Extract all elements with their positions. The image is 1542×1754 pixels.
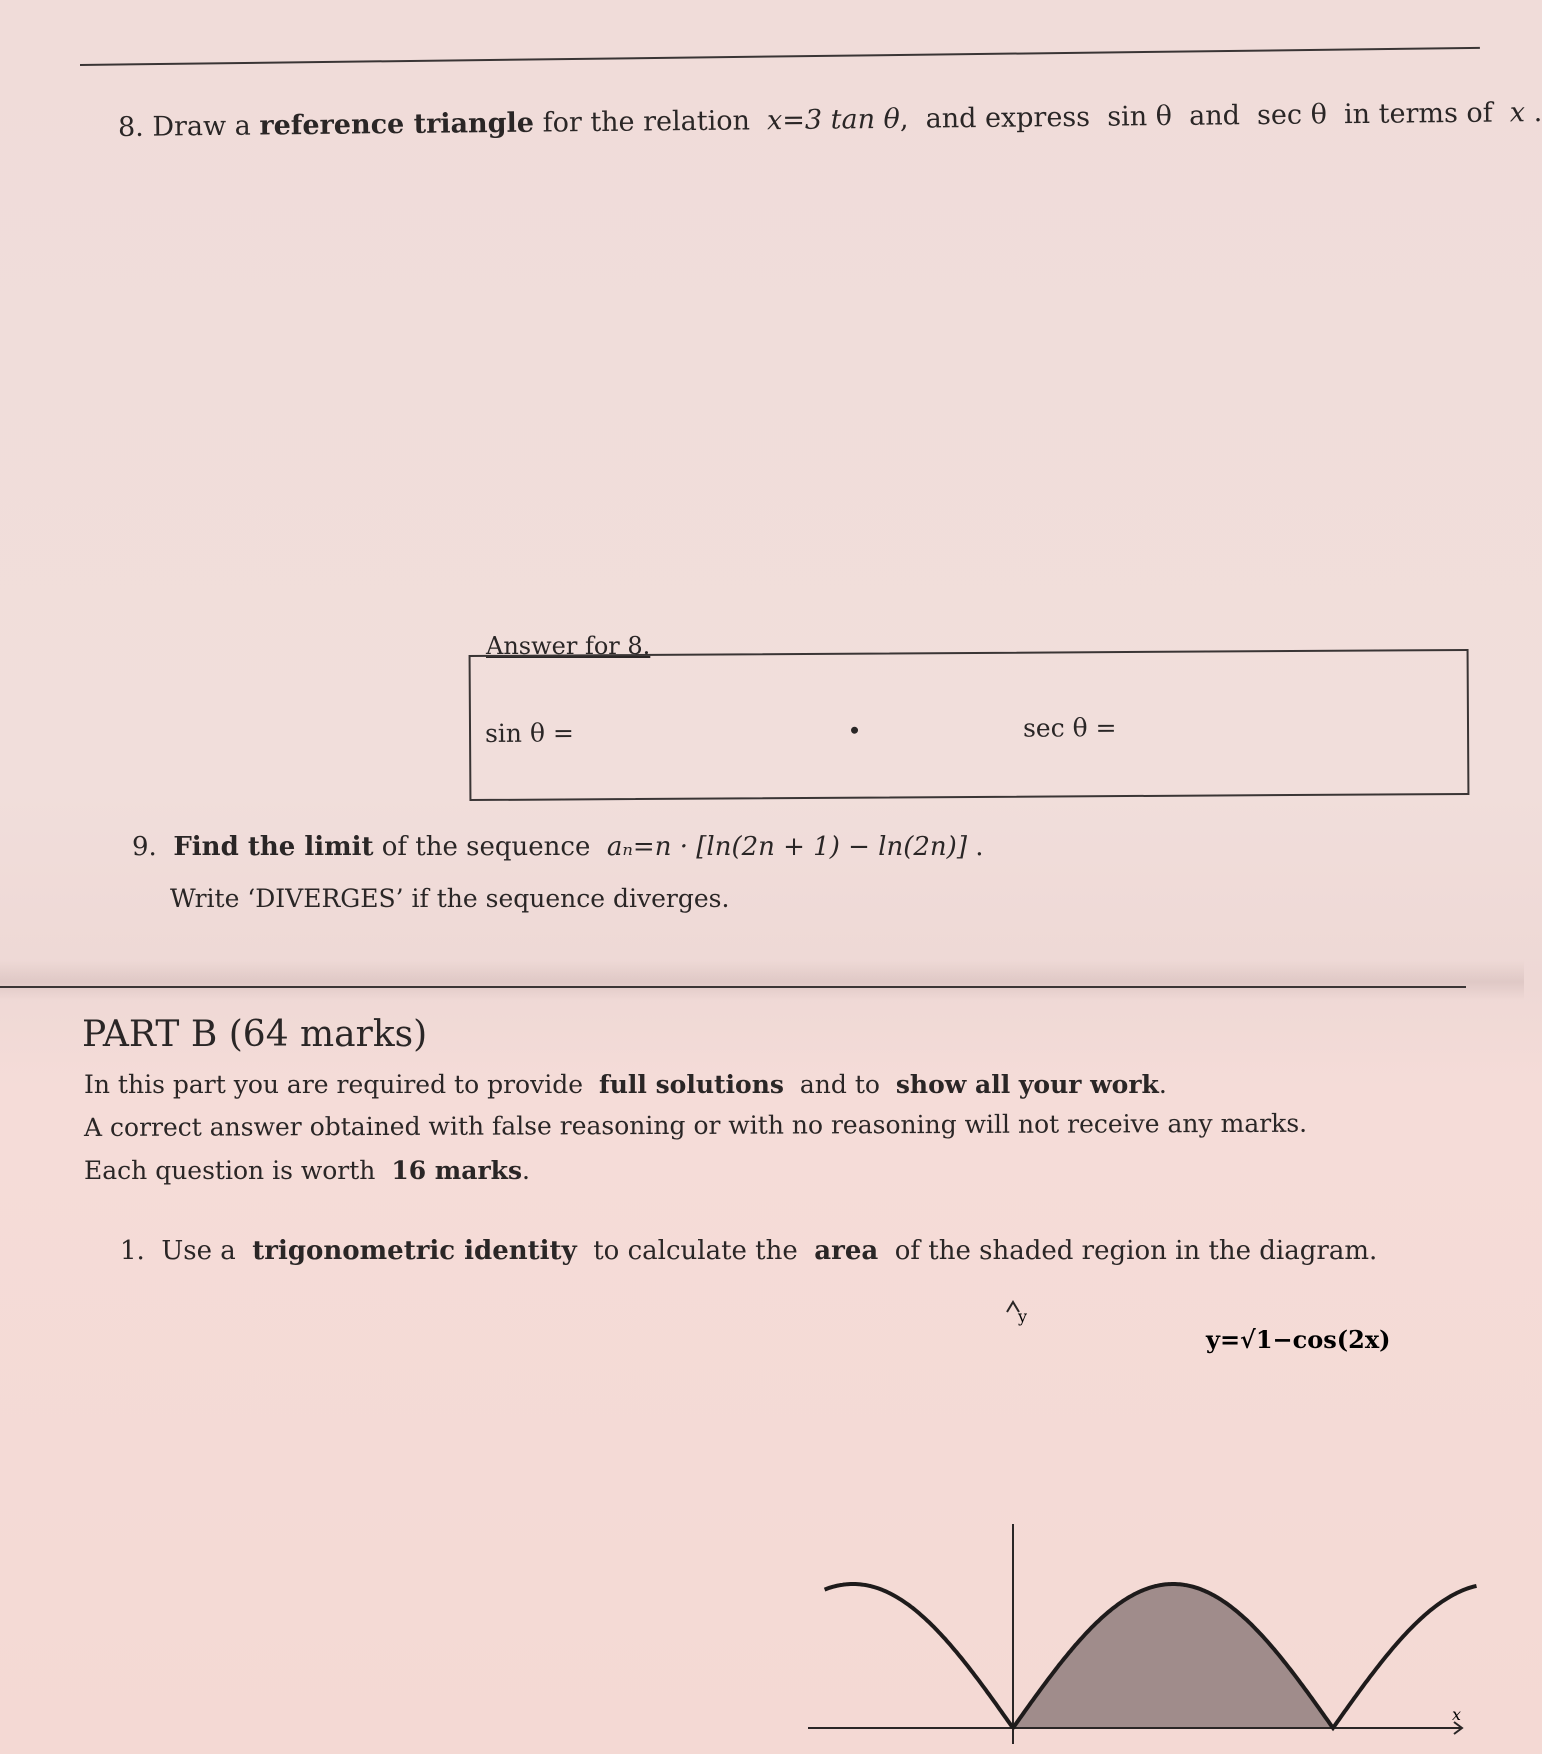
sec-answer-label: sec θ = <box>1022 713 1117 743</box>
part-b-title: PART B (64 marks) <box>82 1014 428 1055</box>
sec-symbol: sec θ <box>1256 99 1328 132</box>
sin-symbol: sin θ <box>1107 100 1173 133</box>
y-axis-label: y <box>1018 1307 1028 1326</box>
variable-x: x <box>1509 97 1526 129</box>
answer-8-label: Answer for 8. <box>486 632 651 660</box>
question-9: 9. Find the limit of the sequence aₙ=n · [ln(2n + 1) − ln(2n)] . <box>132 832 984 862</box>
question-number: 9. <box>132 832 157 862</box>
x-axis-label: x <box>1452 1705 1462 1724</box>
function-equation: y=√1−cos(2x) <box>1206 1325 1391 1354</box>
emphasis-text: reference triangle <box>259 107 535 142</box>
question-number: 1. <box>120 1236 145 1266</box>
question-9-instruction: Write ‘DIVERGES’ if the sequence diverges. <box>170 884 730 913</box>
relation-formula: x=3 tan θ <box>766 103 901 137</box>
question-8: 8. Draw a reference triangle for the relation x=3 tan θ, and express sin θ and sec θ in terms of x . <box>117 97 1542 143</box>
shaded-region <box>1013 1584 1333 1728</box>
sequence-formula: aₙ=n · [ln(2n + 1) − ln(2n)] <box>606 832 967 862</box>
question-1: 1. Use a trigonometric identity to calculate the area of the shaded region in the diagram. <box>120 1236 1378 1266</box>
part-b-line-3: Each question is worth 16 marks. <box>84 1156 530 1185</box>
part-b-line-1: In this part you are required to provide full solutions and to show all your work. <box>84 1070 1167 1099</box>
sin-answer-label: sin θ = <box>484 718 574 748</box>
question-number: 8. <box>117 111 144 143</box>
emphasis-text: Find the limit <box>173 832 374 862</box>
part-b-line-2: A correct answer obtained with false reasoning or with no reasoning will not receive any marks. <box>83 1108 1308 1142</box>
